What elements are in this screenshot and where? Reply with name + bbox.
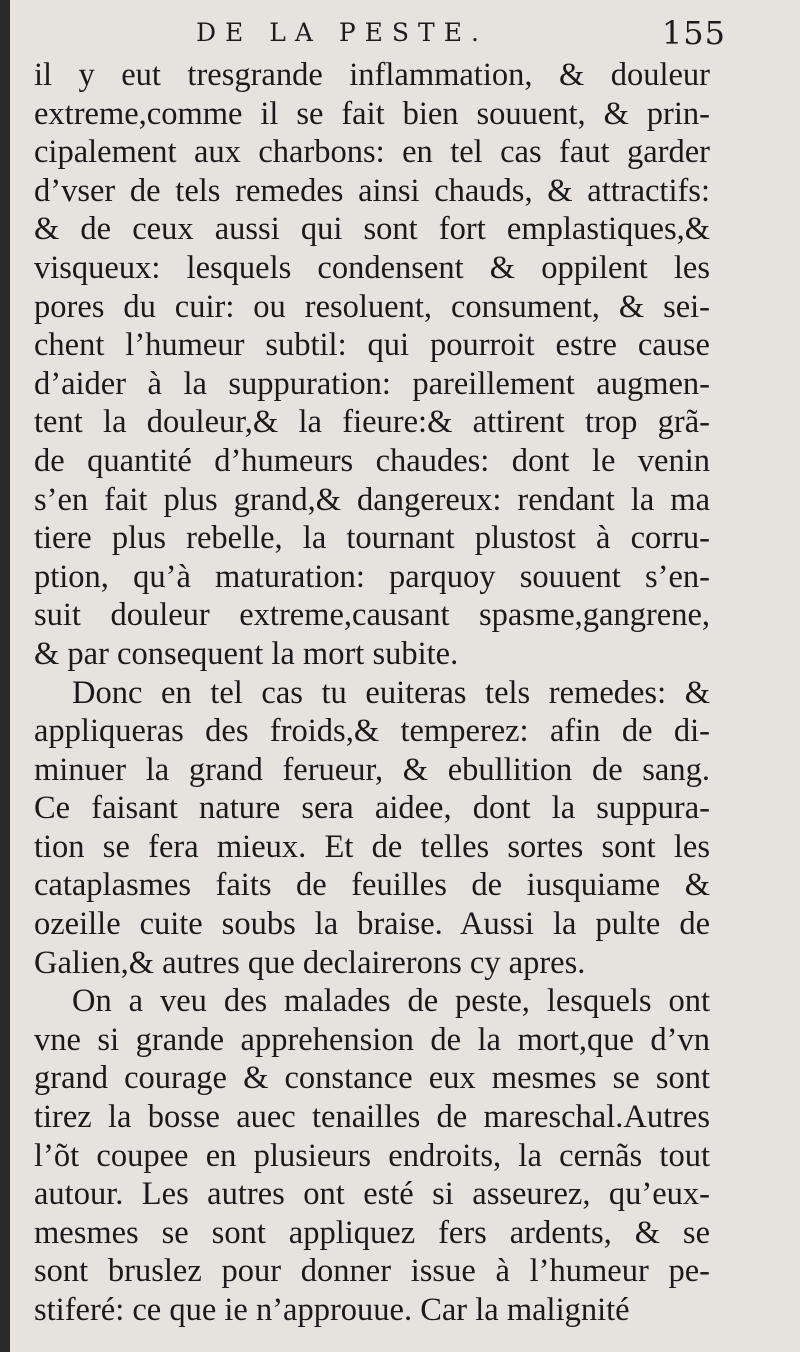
- text-line: s’en fait plus grand,& dangereux: rendant la ma: [34, 481, 710, 518]
- text-line: tirez la bosse auec tenailles de mareschal.Autres: [34, 1099, 710, 1136]
- text-line: de quantité d’humeurs chaudes: dont le venin: [34, 442, 710, 479]
- text-line: grand courage & constance eux mesmes se sont: [34, 1060, 710, 1097]
- text-line: stiferé: ce que ie n’approuue. Car la malignité: [34, 1292, 630, 1328]
- text-line: Donc en tel cas tu euiteras tels remedes: &: [72, 674, 710, 711]
- text-line: cipalement aux charbons: en tel cas faut garder: [34, 134, 710, 171]
- text-line: suit douleur extreme,causant spasme,gangrene,: [34, 597, 710, 634]
- paragraph-2: [34, 674, 710, 983]
- page-number: 155: [661, 14, 726, 52]
- text-line: & par consequent la mort subite.: [34, 635, 459, 672]
- paragraph-3: [34, 982, 710, 1329]
- text-line: ozeille cuite soubs la braise. Aussi la pulte de: [34, 906, 710, 943]
- running-title: DE LA PESTE.: [196, 18, 488, 47]
- text-line: & de ceux aussi qui sont fort emplastiques,&: [34, 211, 710, 248]
- binding-gutter: [0, 0, 10, 1352]
- body-text: [34, 56, 710, 1330]
- text-line: minuer la grand ferueur, & ebullition de sang.: [34, 751, 710, 788]
- text-line: ption, qu’à maturation: parquoy souuent s’en-: [34, 558, 710, 595]
- text-line: On a veu des malades de peste, lesquels ont: [72, 983, 710, 1020]
- text-line: tent la douleur,& la fieure:& attirent trop grã-: [34, 404, 710, 441]
- text-line: chent l’humeur subtil: qui pourroit estre cause: [34, 327, 710, 364]
- text-line: Ce faisant nature sera aidee, dont la suppura-: [34, 790, 710, 827]
- text-line: cataplasmes faits de feuilles de iusquiame &: [34, 867, 710, 904]
- text-line: tiere plus rebelle, la tournant plustost à corru-: [34, 520, 710, 557]
- page-header: [36, 14, 726, 54]
- text-line: d’aider à la suppuration: pareillement augmen-: [34, 365, 710, 402]
- text-line: autour. Les autres ont esté si asseurez, qu’eux-: [34, 1176, 710, 1213]
- text-line: il y eut tresgrande inflammation, & douleur: [34, 57, 710, 93]
- text-line: vne si grande apprehension de la mort,que d’vn: [34, 1021, 710, 1058]
- paragraph-1: [34, 56, 710, 674]
- text-line: sont bruslez pour donner issue à l’humeur pe-: [34, 1253, 710, 1290]
- text-line: tion se fera mieux. Et de telles sortes sont les: [34, 828, 710, 865]
- text-line: l’õt coupee en plusieurs endroits, la cernãs tout: [34, 1137, 710, 1174]
- text-line: d’vser de tels remedes ainsi chauds, & attractifs:: [34, 172, 710, 209]
- text-line: mesmes se sont appliquez fers ardents, & se: [34, 1214, 710, 1251]
- text-line: visqueux: lesquels condensent & oppilent les: [34, 249, 710, 286]
- text-line: extreme,comme il se fait bien souuent, & prin-: [34, 95, 710, 132]
- text-line: Galien,& autres que declairerons cy apres.: [34, 944, 586, 981]
- text-line: pores du cuir: ou resoluent, consument, & sei-: [34, 288, 710, 325]
- text-line: appliqueras des froids,& temperez: afin de di-: [34, 713, 710, 750]
